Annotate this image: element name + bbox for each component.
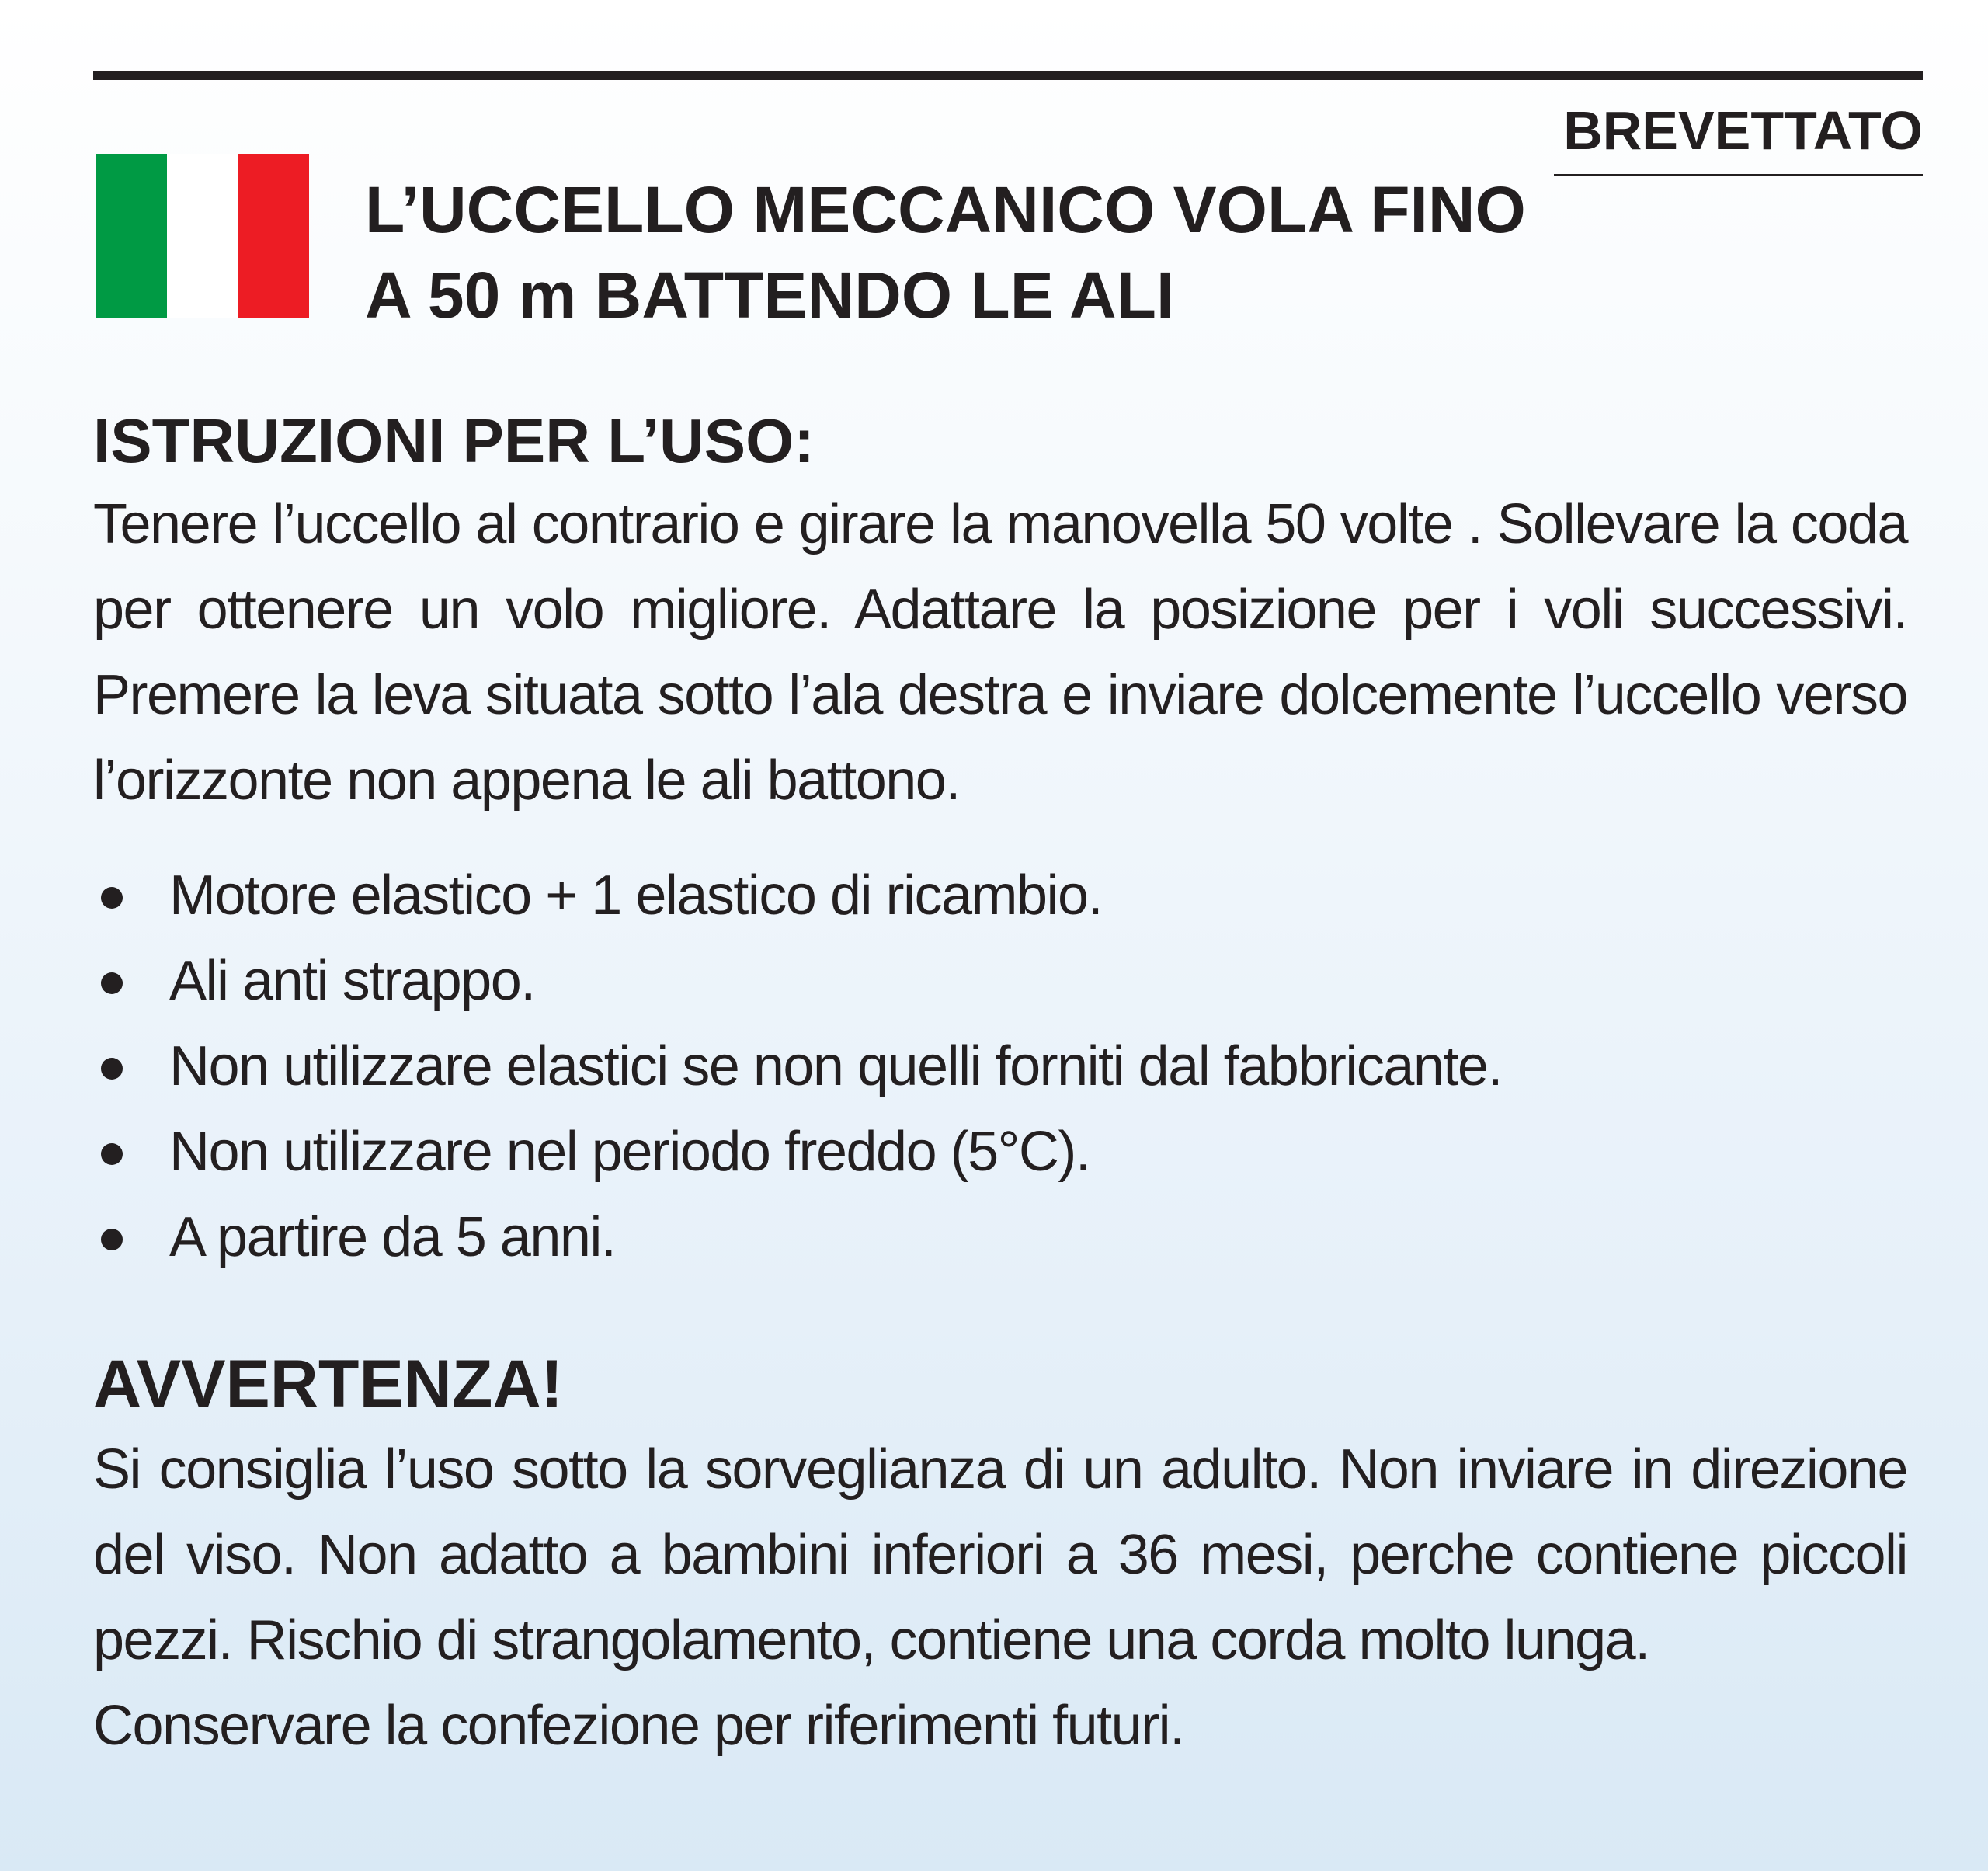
list-item bbox=[93, 1024, 1502, 1109]
product-title bbox=[365, 167, 1526, 338]
warning-text: Si consiglia l’uso sotto la sorveglianza di un adulto. Non inviare in direzione del viso. Non adatto a bambini inferiori a 36 mesi, perche contiene piccoli pezzi. Rischio di strangolamento, contiene una corda molto lunga. bbox=[93, 1438, 1907, 1671]
bullet-icon bbox=[101, 972, 123, 994]
instructions-heading: ISTRUZIONI PER L’USO: bbox=[93, 406, 815, 475]
list-item-text: Ali anti strappo. bbox=[169, 950, 535, 1012]
warning-heading: AVVERTENZA! bbox=[93, 1347, 564, 1421]
flag-green-stripe bbox=[96, 154, 167, 318]
product-title-line-1: L’UCCELLO MECCANICO VOLA FINO bbox=[365, 173, 1526, 246]
bullet-icon bbox=[101, 1143, 123, 1165]
list-item bbox=[93, 938, 1502, 1024]
list-item-text: A partire da 5 anni. bbox=[169, 1206, 616, 1268]
storage-notice: Conservare la confezione per riferimenti futuri. bbox=[93, 1695, 1184, 1757]
list-item bbox=[93, 853, 1502, 938]
patent-badge: BREVETTATO bbox=[1554, 99, 1923, 176]
instructions-text: Tenere l’uccello al contrario e girare la manovella 50 volte . Sollevare la coda per ottenere un volo migliore. Adattare la posizione per i voli successivi. Premere la leva situata sotto l’ala destra e inviare dolcemente l’uccello verso l’orizzonte non appena le ali battono. bbox=[93, 493, 1907, 812]
top-rule bbox=[93, 71, 1923, 80]
italian-flag-icon bbox=[96, 154, 309, 318]
bullet-icon bbox=[101, 1058, 123, 1080]
list-item-text: Non utilizzare nel periodo freddo (5°C). bbox=[169, 1121, 1090, 1183]
list-item-text: Non utilizzare elastici se non quelli forniti dal fabbricante. bbox=[169, 1035, 1502, 1097]
flag-red-stripe bbox=[238, 154, 309, 318]
bullet-icon bbox=[101, 887, 123, 909]
flag-white-stripe bbox=[167, 154, 238, 318]
list-item bbox=[93, 1109, 1502, 1195]
features-list bbox=[93, 853, 1502, 1280]
warning-text-block bbox=[93, 1427, 1907, 1768]
product-title-line-2: A 50 m BATTENDO LE ALI bbox=[365, 259, 1175, 332]
list-item bbox=[93, 1195, 1502, 1280]
bullet-icon bbox=[101, 1229, 123, 1250]
list-item-text: Motore elastico + 1 elastico di ricambio. bbox=[169, 864, 1103, 927]
